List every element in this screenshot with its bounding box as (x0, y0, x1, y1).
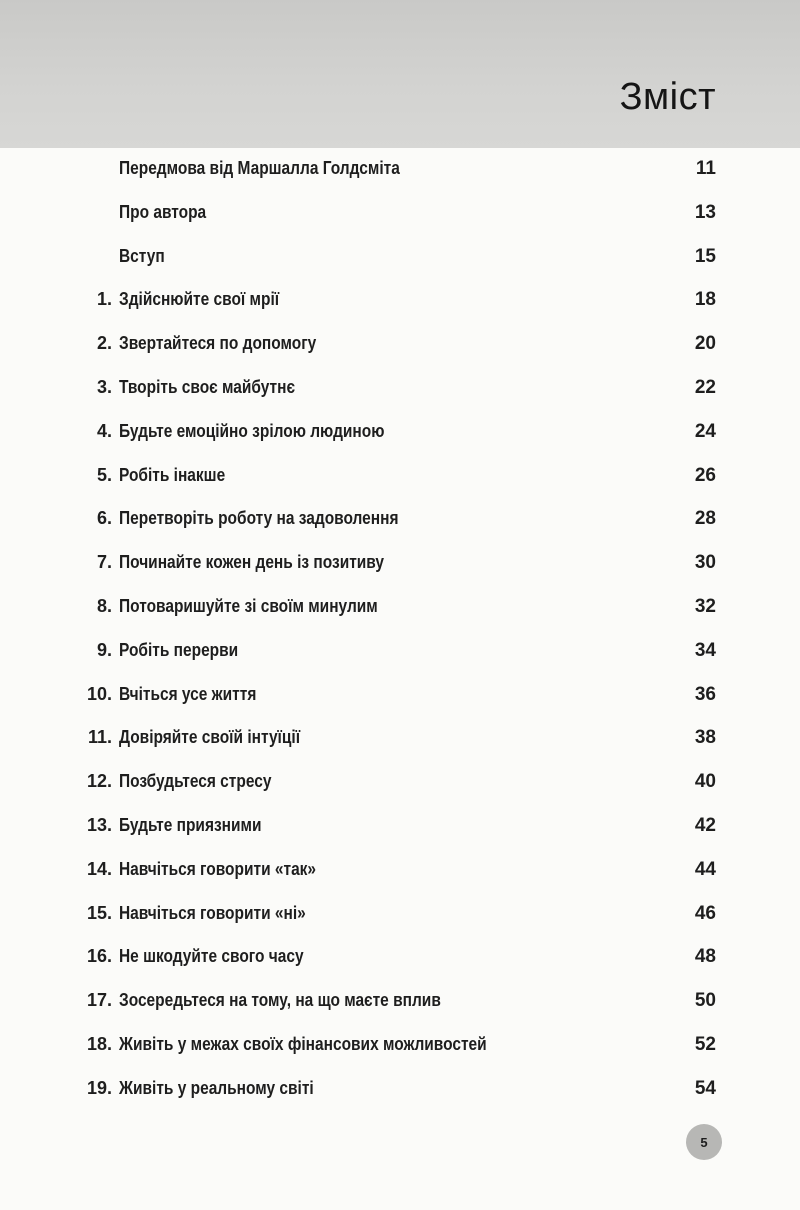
toc-entry (0, 546, 800, 582)
toc-entry (0, 634, 800, 670)
toc-entry-number: 13. (86, 815, 112, 835)
toc-entry (0, 327, 800, 363)
toc-entry-title: Будьте емоційно зрілою людиною (119, 420, 385, 441)
toc-entry (0, 590, 800, 626)
toc-entry-page: 44 (694, 858, 716, 880)
toc-entry-title: Здійснюйте свої мрії (119, 289, 280, 310)
toc-entry (0, 853, 800, 889)
toc-entry-title: Про автора (119, 201, 207, 222)
toc-entry (0, 283, 800, 319)
toc-entry-title: Звертайтеся по допомогу (119, 333, 317, 354)
toc-entry-title: Не шкодуйте свого часу (119, 946, 304, 967)
toc-entry-page: 38 (694, 727, 716, 749)
toc-entry-title: Перетворіть роботу на задоволення (119, 508, 399, 529)
toc-entry-title: Навчіться говорити «ні» (119, 902, 306, 923)
toc-entry-number: 1. (96, 289, 112, 310)
toc-entry-title: Будьте приязними (119, 815, 262, 835)
toc-entry-title: Навчіться говорити «так» (119, 858, 317, 879)
toc-entry (0, 1072, 800, 1108)
toc-entry (0, 240, 800, 276)
toc-entry-page: 30 (694, 552, 716, 574)
toc-entry-title: Вчіться усе життя (119, 683, 257, 704)
page-title: Зміст (619, 76, 716, 118)
toc-entry-page: 15 (694, 245, 716, 267)
toc-entry-page: 52 (694, 1034, 716, 1055)
toc-entry (0, 678, 800, 714)
toc-entry-number: 4. (96, 420, 112, 441)
toc-entry (0, 721, 800, 757)
toc-entry-number: 16. (86, 946, 112, 967)
toc-entry (0, 415, 800, 451)
toc-entry-page: 32 (694, 596, 716, 617)
toc-entry-number: 19. (86, 1077, 112, 1098)
toc-entry-title: Довіряйте своїй інтуїції (119, 727, 301, 748)
toc-entry-title: Робіть перерви (119, 639, 239, 660)
toc-entry-number: 5. (96, 464, 112, 485)
toc-entry (0, 1028, 800, 1064)
toc-entry-title: Потоваришуйте зі своїм минулим (119, 596, 378, 616)
toc-entry-page: 42 (694, 815, 716, 836)
toc-entry-page: 46 (694, 902, 716, 924)
toc-entry-number: 11. (87, 727, 112, 748)
toc-entry (0, 765, 800, 801)
toc-entry (0, 897, 800, 933)
header-band (0, 0, 800, 148)
toc-entry (0, 459, 800, 495)
toc-entry (0, 984, 800, 1020)
toc-entry-number: 10. (86, 683, 112, 704)
toc-entry (0, 940, 800, 976)
toc-entry-page: 26 (694, 464, 716, 486)
toc-entry-page: 40 (694, 771, 716, 793)
toc-entry-page: 22 (694, 377, 716, 398)
toc-entry (0, 152, 800, 188)
toc-entry-number: 8. (96, 596, 112, 616)
toc-entry-title: Живіть у межах своїх фінансових можливостей (119, 1034, 487, 1054)
toc-entry-number: 6. (96, 508, 112, 529)
toc-entry-page: 24 (694, 420, 716, 442)
toc-entry-number: 18. (86, 1034, 112, 1054)
toc-entry-number: 9. (96, 639, 112, 660)
toc-entry-number: 2. (96, 333, 112, 354)
toc-entry-page: 11 (695, 158, 716, 179)
toc-entry-page: 20 (694, 333, 716, 355)
toc-entry-number: 7. (96, 552, 112, 573)
toc-entry (0, 809, 800, 845)
toc-entry-title: Позбудьтеся стресу (119, 771, 272, 792)
toc-entry-page: 18 (694, 289, 716, 311)
toc-entry-page: 54 (694, 1077, 716, 1099)
toc-entry-number: 12. (86, 771, 112, 792)
toc-entry-title: Вступ (119, 245, 165, 266)
toc-entry-number: 17. (86, 990, 112, 1011)
toc-entry-title: Зосередьтеся на тому, на що маєте вплив (119, 990, 441, 1011)
toc-entry-title: Живіть у реальному світі (119, 1077, 314, 1098)
toc-entry-title: Передмова від Маршалла Голдсміта (119, 158, 400, 178)
toc-entry-page: 50 (694, 990, 716, 1012)
toc-entry-number: 14. (86, 858, 112, 879)
page-number-badge: 5 (686, 1124, 722, 1160)
toc-entry-page: 28 (694, 508, 716, 530)
toc-entry-number: 3. (96, 377, 112, 397)
toc-entry (0, 502, 800, 538)
toc-entry-title: Робіть інакше (119, 464, 226, 485)
toc-entry-number: 15. (86, 902, 112, 923)
toc-entry (0, 371, 800, 407)
toc-entry-page: 34 (694, 639, 716, 661)
toc-entry-page: 13 (694, 201, 716, 223)
toc-entry-title: Починайте кожен день із позитиву (119, 552, 385, 573)
toc-entry-page: 36 (694, 683, 716, 705)
toc-entry (0, 196, 800, 232)
toc-entry-page: 48 (694, 946, 716, 968)
toc-entry-title: Творіть своє майбутнє (119, 377, 296, 397)
